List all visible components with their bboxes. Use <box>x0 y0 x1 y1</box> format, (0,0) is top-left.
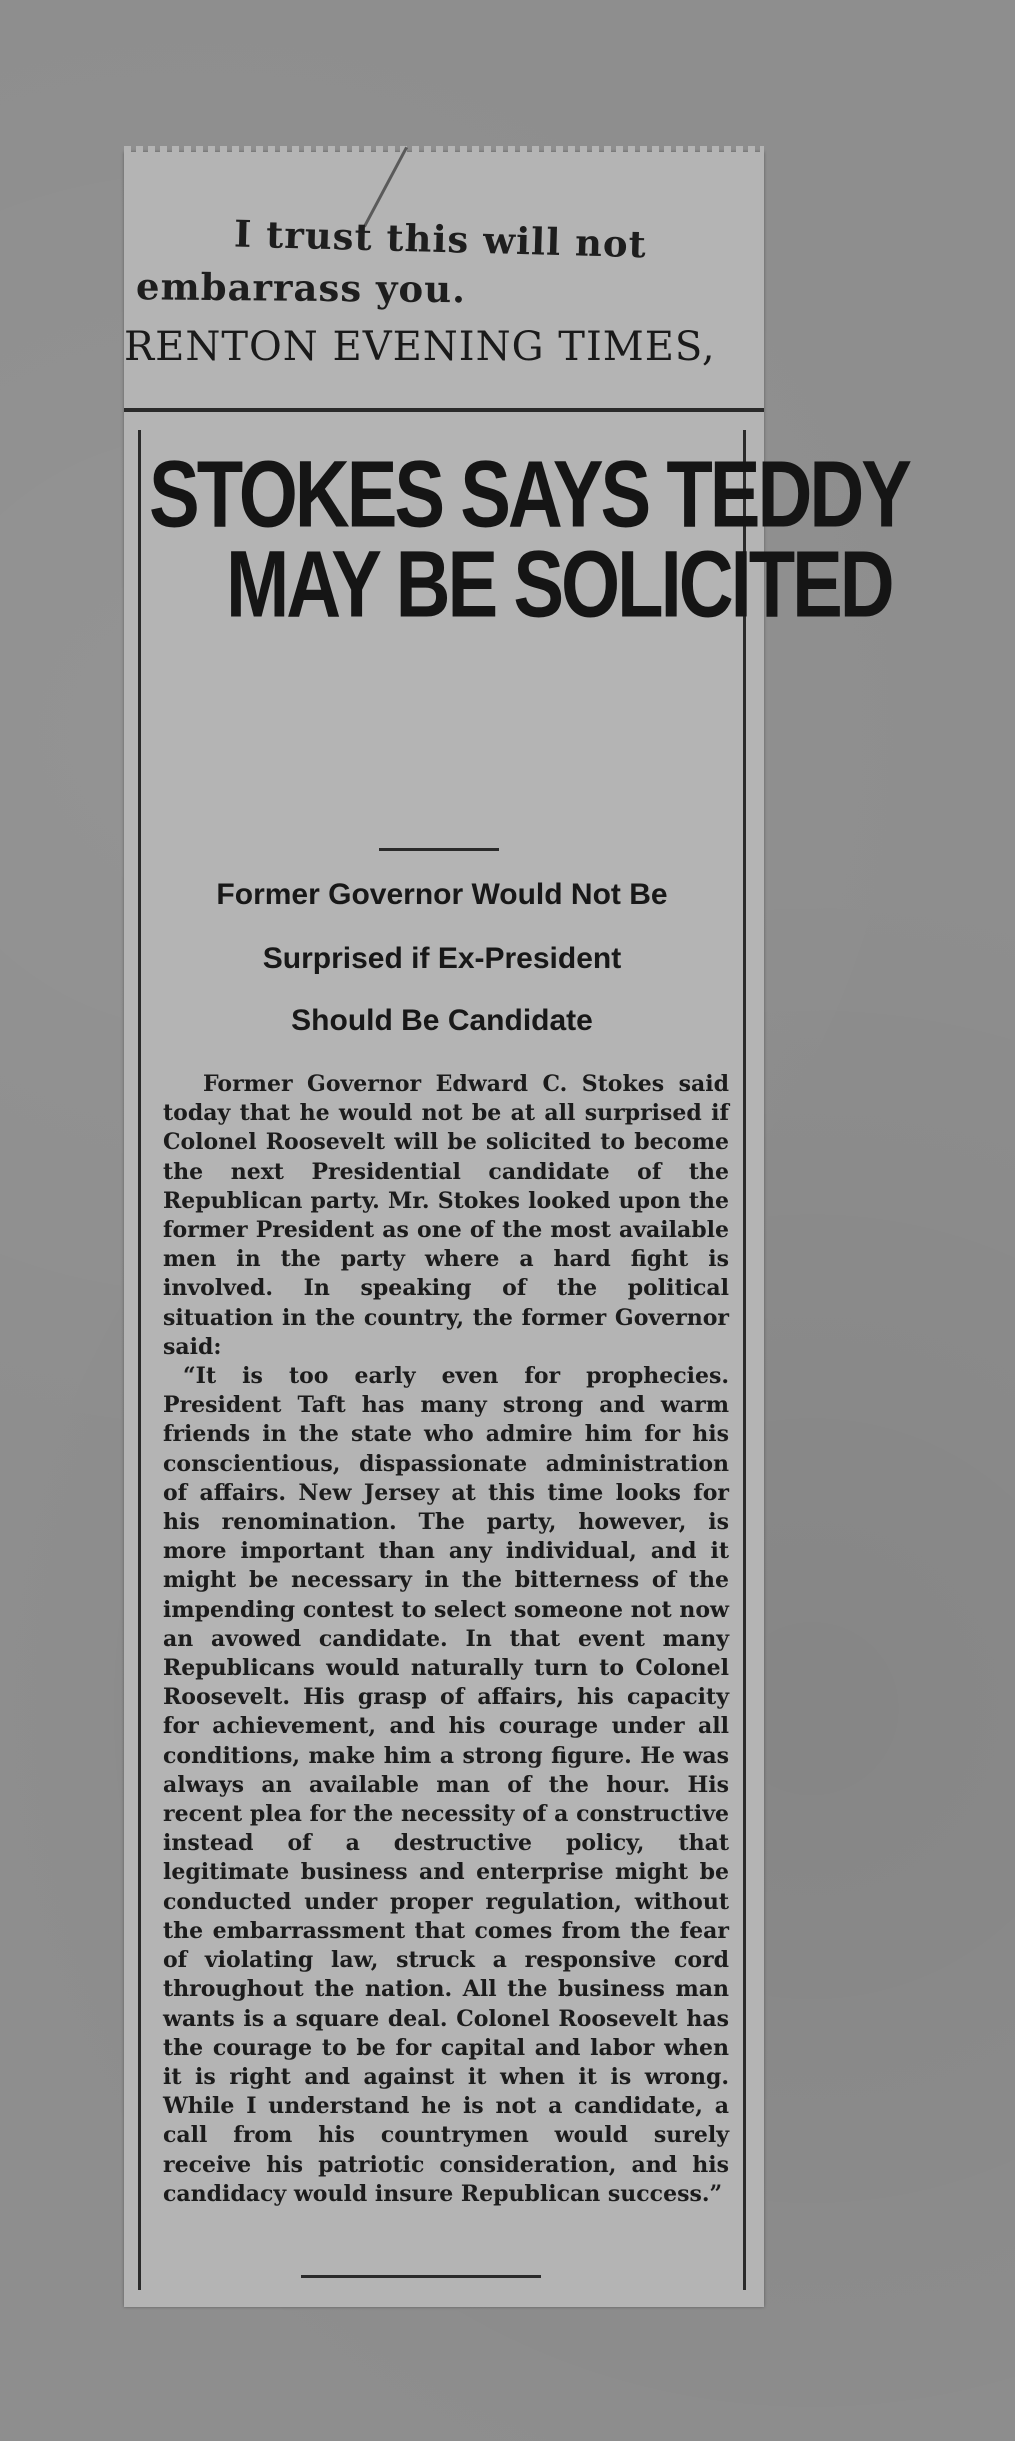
article-paragraph-1: Former Governor Edward C. Stokes said today that he would not be at all surprised if Colonel Roosevelt will be solicited to become the next Presidential candidate of the Republican party. Mr. Stokes looked upon the former President as one of the most available men in the party where a hard fight is involved. In speaking of the political situation in the country, the former Governor said: <box>163 1071 729 1360</box>
note-line-2: embarrass you. <box>135 264 467 312</box>
handwritten-note <box>134 211 754 314</box>
article <box>138 430 909 2290</box>
subhead-line-1: Former Governor Would Not Be <box>216 878 668 911</box>
note-line-1: I trust this will not <box>233 211 648 267</box>
article-body <box>163 1070 729 2209</box>
newspaper-masthead: RENTON EVENING TIMES, <box>124 324 716 370</box>
headline-line-2: MAY BE SOLICITED <box>226 531 892 638</box>
subhead-line-2: Surprised if Ex-President <box>262 942 622 975</box>
headline-line-1: STOKES SAYS TEDDY <box>149 441 909 548</box>
subhead-line-3: Should Be Candidate <box>291 1004 593 1037</box>
article-paragraph-2: “It is too early even for prophecies. President Taft has many strong and warm friends in the state who admire him for his conscientious, dispassionate administration of affairs. New Jersey at this time looks for his renomination. The party, however, is more important than any individual, and it might be necessary in the bitterness of the impending contest to select someone not now an avowed candidate. In that event many Republicans would naturally turn to Colonel Roosevelt. His grasp of affairs, his capacity for achievement, and his courage under all conditions, make him a strong figure. He was always an available man of the hour. His recent plea for the necessity of a constructive instead of a destructive policy, that legitimate business and enterprise might be conducted under proper regulation, without the embarrassment that comes from the fear of violating law, struck a responsive cord throughout the nation. All the business man wants is a square deal. Colonel Roosevelt has the courage to be for capital and labor when it is right and against it when it is wrong. While I understand he is not a candidate, a call from his countrymen would surely receive his patriotic consideration, and his candidacy would insure Republican success.” <box>163 1363 729 2207</box>
article-end-rule <box>301 2275 541 2278</box>
headline-divider <box>379 848 499 851</box>
newspaper-clipping <box>124 152 909 2307</box>
masthead-rule <box>124 408 764 412</box>
